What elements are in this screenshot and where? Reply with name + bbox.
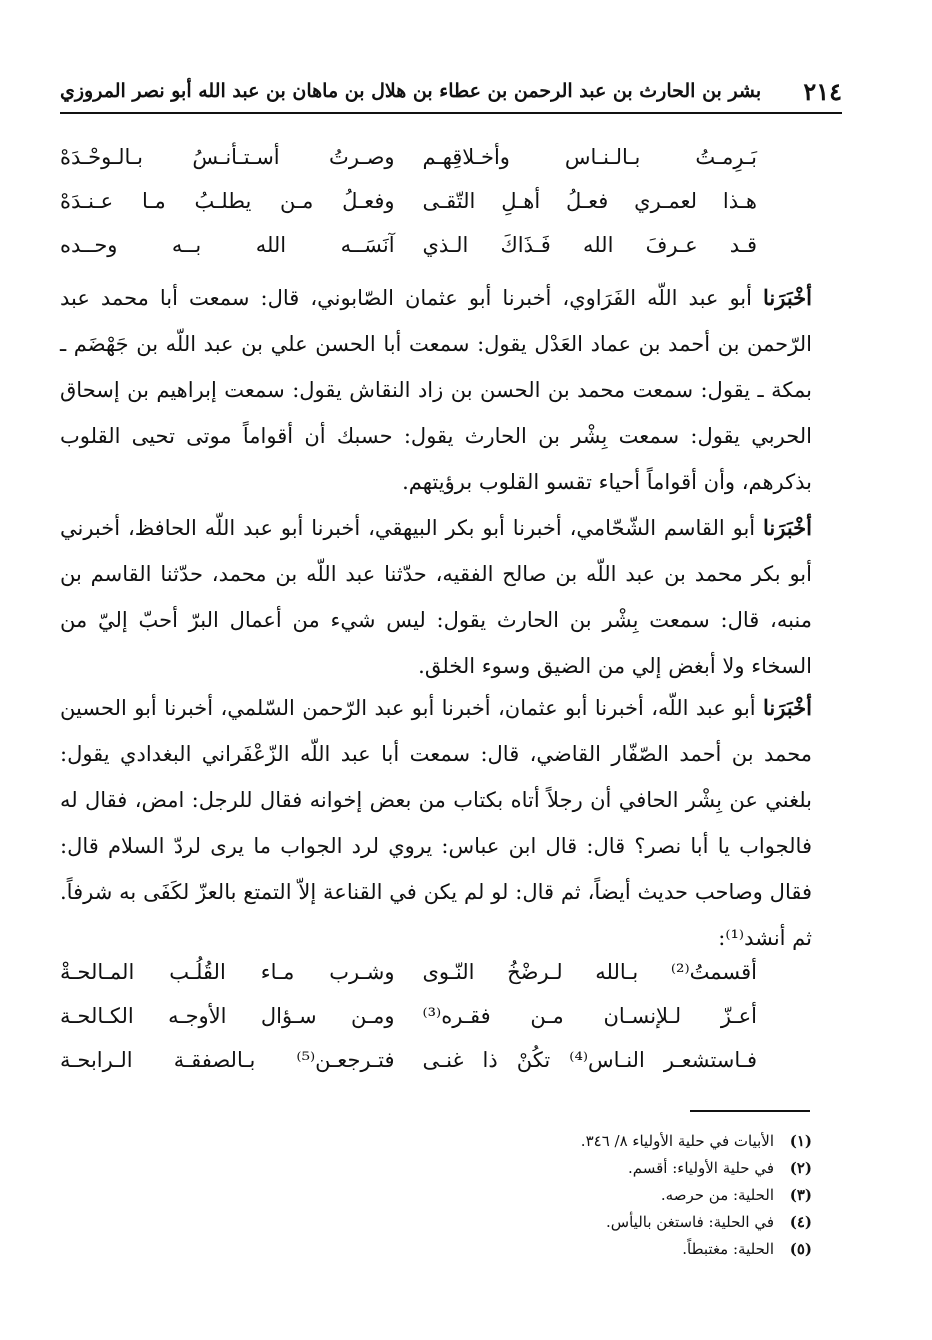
footnote-number: (٥) — [789, 1240, 812, 1258]
footnotes — [300, 1128, 812, 1263]
verse-second-half: وشـرب مـاء القُلُـب المـالحـةْ — [60, 960, 395, 984]
verse-second-half: وفعـلُ مـن يطلـبُ مـا عـنـدَهْ — [60, 189, 395, 213]
verse-first-half: أعـزّ لـلإنسـان مـن فقـره⁽³⁾ — [422, 1004, 757, 1028]
verse-first-half: بَـرِمـتُ بـالـنـاس وأخـلاقِهـم — [422, 145, 757, 169]
verse-line — [60, 135, 757, 179]
paragraph-2 — [60, 505, 812, 689]
verse-line — [60, 223, 757, 267]
paragraph-lead-word: أخْبَرَنا — [763, 695, 812, 720]
footnote — [300, 1128, 812, 1155]
verse-line — [60, 994, 757, 1038]
footnote-number: (١) — [789, 1132, 812, 1150]
page-number: ٢١٤ — [803, 76, 842, 106]
verse-first-half: أقسمتُ⁽²⁾ بـالله لـرضْخُ النّـوى — [422, 960, 757, 984]
verse-second-half: آنَسَــه الله بــه وحــده — [60, 233, 395, 257]
footnote-text: في الحلية: فاستغن باليأس. — [606, 1213, 774, 1231]
footnote — [300, 1236, 812, 1263]
poem-block-1 — [60, 135, 757, 267]
verse-line — [60, 179, 757, 223]
header-rule — [60, 112, 842, 114]
verse-line — [60, 1038, 757, 1082]
footnote — [300, 1182, 812, 1209]
paragraph-1 — [60, 275, 812, 505]
footnote-text: في حلية الأولياء: أقسم. — [628, 1159, 774, 1177]
verse-line — [60, 950, 757, 994]
footnote-rule — [690, 1110, 810, 1112]
poem-block-2 — [60, 950, 757, 1082]
running-header — [60, 72, 842, 110]
footnote — [300, 1155, 812, 1182]
footnote-text: الحلية: مغتبطاً. — [682, 1240, 774, 1258]
verse-first-half: فـاستشعـر النـاس⁽⁴⁾ تكُنْ ذا غنـى — [422, 1048, 757, 1072]
paragraph-lead-word: أخْبَرَنا — [763, 515, 812, 540]
footnote-number: (٢) — [789, 1159, 812, 1177]
footnote-text: الحلية: من حرصه. — [660, 1186, 774, 1204]
verse-second-half: فتـرجعـن⁽⁵⁾ بـالصفقـة الـرابحـة — [60, 1048, 395, 1072]
verse-first-half: هـذا لعمـري فعـلُ أهـلِ التّقـى — [422, 189, 757, 213]
paragraph-3 — [60, 685, 812, 961]
footnote-text: الأبيات في حلية الأولياء ٨/ ٣٤٦. — [580, 1132, 774, 1150]
paragraph-text: أبو عبد اللّه الفَرَاوي، أخبرنا أبو عثمان الصّابوني، قال: سمعت أبا محمد عبد الرّحمن بن أحمد بن عماد العَدْل يقول: سمعت أبا الحسن علي بن عبد اللّه بن جَهْضَم ـ بمكة ـ يقول: سمعت محمد بن الحسن بن زاد النقاش يقول: سمعت إبراهيم بن إسحاق الحربي يقول: سمعت بِشْر بن الحارث يقول: حسبك أن أقواماً موتى تحيى القلوب بذكرهم، وأن أقواماً أحياء تقسو القلوب برؤيتهم. — [60, 286, 812, 494]
paragraph-lead-word: أخْبَرَنا — [763, 285, 812, 310]
footnote-number: (٣) — [789, 1186, 812, 1204]
header-title: بشر بن الحارث بن عبد الرحمن بن عطاء بن هلال بن ماهان بن عبد الله أبو نصر المروزي — [60, 80, 762, 102]
verse-first-half: قـد عـرفَ الله فَـذَاكَ الـذي — [422, 233, 757, 257]
verse-second-half: وصـرتُ أسـتـأنـسُ بـالـوحْـدَهْ — [60, 145, 395, 169]
footnote — [300, 1209, 812, 1236]
footnote-number: (٤) — [789, 1213, 812, 1231]
verse-second-half: ومـن سـؤال الأوجـه الكـالحـة — [60, 1004, 395, 1028]
paragraph-text: أبو القاسم الشّحّامي، أخبرنا أبو بكر البيهقي، أخبرنا أبو عبد اللّه الحافظ، أخبرني أبو بكر محمد بن عبد اللّه بن صالح الفقيه، حدّثنا عبد اللّه بن محمد، حدّثنا القاسم بن منبه، قال: سمعت بِشْر بن الحارث يقول: ليس شيء من أعمال البرّ أحبّ إليّ من السخاء ولا أبغض إلي من الضيق وسوء الخلق. — [60, 516, 812, 678]
paragraph-text: أبو عبد اللّه، أخبرنا أبو عثمان، أخبرنا أبو عبد الرّحمن السّلمي، أخبرنا أبو الحسين محمد بن أحمد الصّفّار القاضي، قال: سمعت أبا عبد اللّه الزّعْفَراني البغدادي يقول: بلغني عن بِشْر الحافي أن رجلاً أتاه بكتاب من بعض إخوانه فقال للرجل: امض، فقال له فالجواب يا أبا نصر؟ قال: قال ابن عباس: يروي لرد الجواب ما يرى لردّ السلام قال: فقال وصاحب حديث أيضاً، ثم قال: لو لم يكن في القناعة إلاّ التمتع بالعزّ لكَفَى به شرفاً. ثم أنشد⁽¹⁾: — [60, 696, 812, 950]
